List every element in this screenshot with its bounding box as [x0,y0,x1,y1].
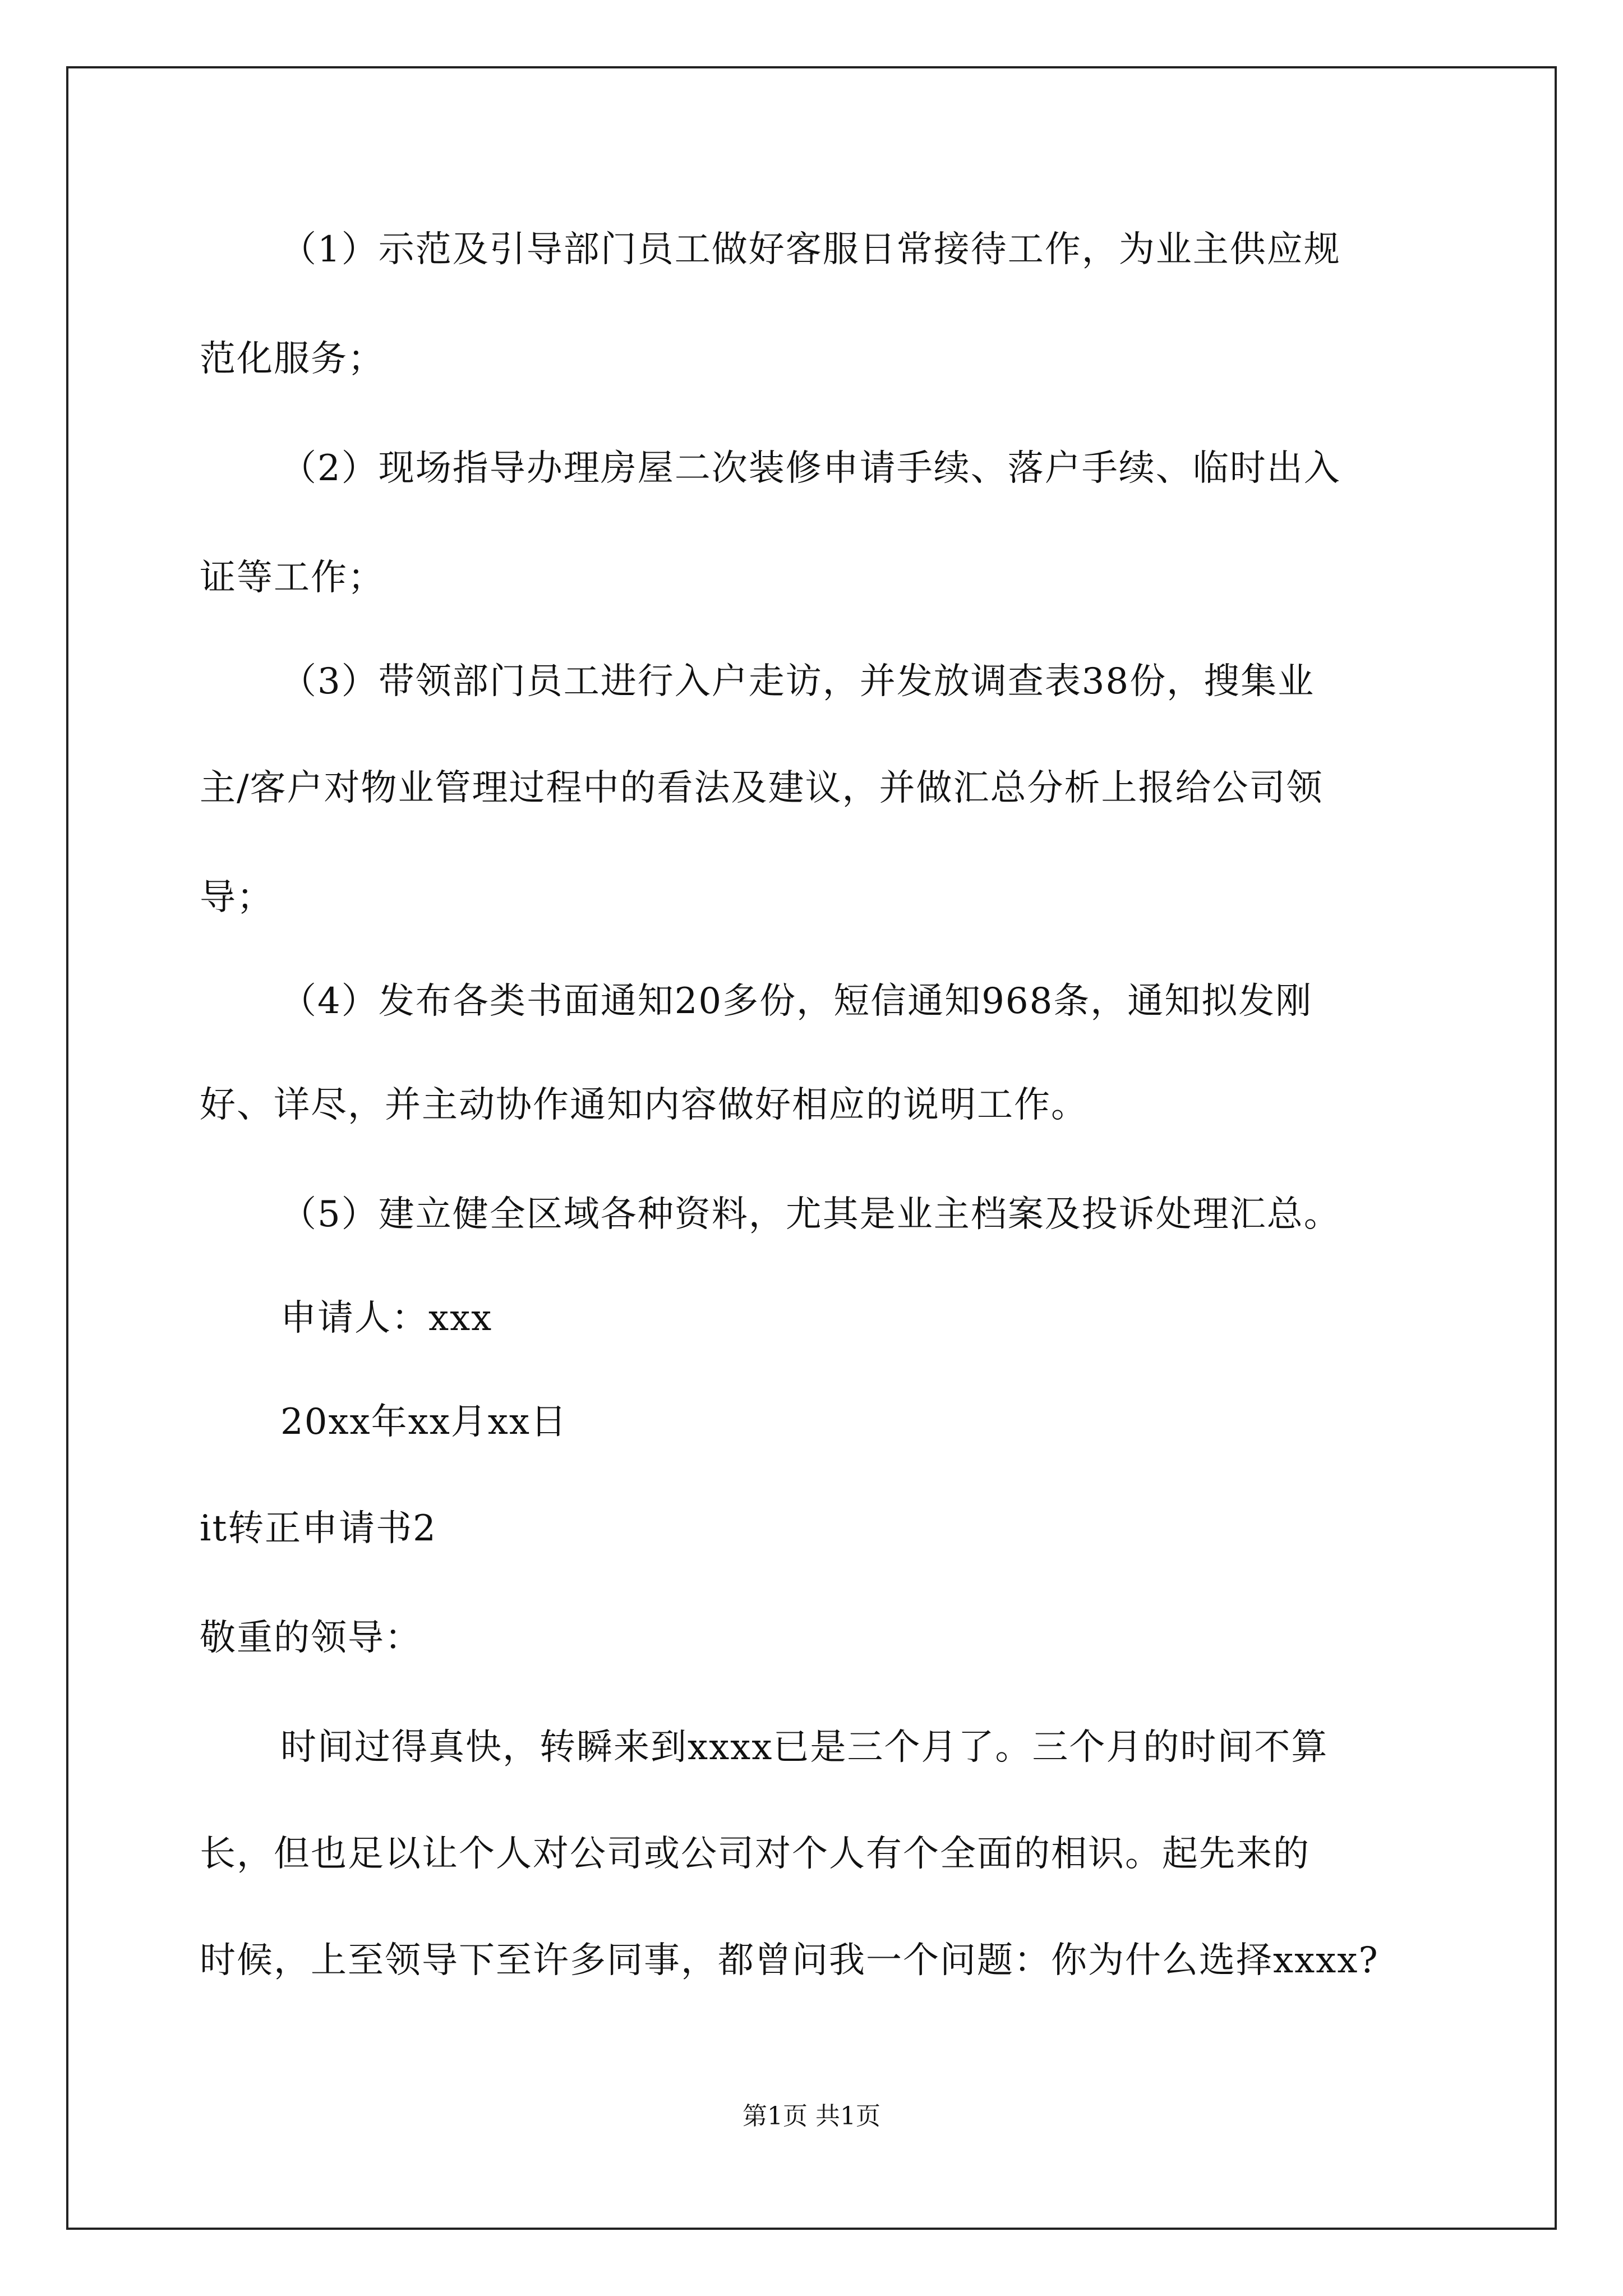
paragraph-line: （4）发布各类书面通知20多份，短信通知968条，通知拟发刚 [280,981,1313,1022]
paragraph-line: （3）带领部门员工进行入户走访，并发放调查表38份，搜集业 [280,661,1315,702]
salutation: 敬重的领导： [200,1617,422,1659]
applicant-line: 申请人：xxx [280,1297,493,1339]
paragraph-line: （1）示范及引导部门员工做好客服日常接待工作，为业主供应规 [280,229,1341,270]
page-footer: 第1页 共1页 [743,2102,880,2131]
paragraph-line: 时间过得真快，转瞬来到xxxx已是三个月了。三个月的时间不算 [280,1727,1329,1768]
paragraph-line: 时候，上至领导下至许多同事，都曾问我一个问题：你为什么选择xxxx? [200,1940,1379,1981]
paragraph-line: 长，但也足以让个人对公司或公司对个人有个全面的相识。起先来的 [200,1833,1310,1875]
paragraph-line: （2）现场指导办理房屋二次装修申请手续、落户手续、临时出入 [280,448,1341,489]
section-title: it转正申请书2 [200,1508,437,1549]
date-line: 20xx年xx月xx日 [280,1401,568,1443]
paragraph-line: 好、详尽，并主动协作通知内容做好相应的说明工作。 [200,1084,1088,1126]
paragraph-line: 范化服务； [200,338,385,380]
paragraph-line: 主/客户对物业管理过程中的看法及建议，并做汇总分析上报给公司领 [200,767,1324,809]
paragraph-line: 证等工作； [200,557,385,599]
page-border [66,66,1557,2230]
paragraph-line: 导； [200,877,274,918]
paragraph-line: （5）建立健全区域各种资料，尤其是业主档案及投诉处理汇总。 [280,1194,1341,1235]
